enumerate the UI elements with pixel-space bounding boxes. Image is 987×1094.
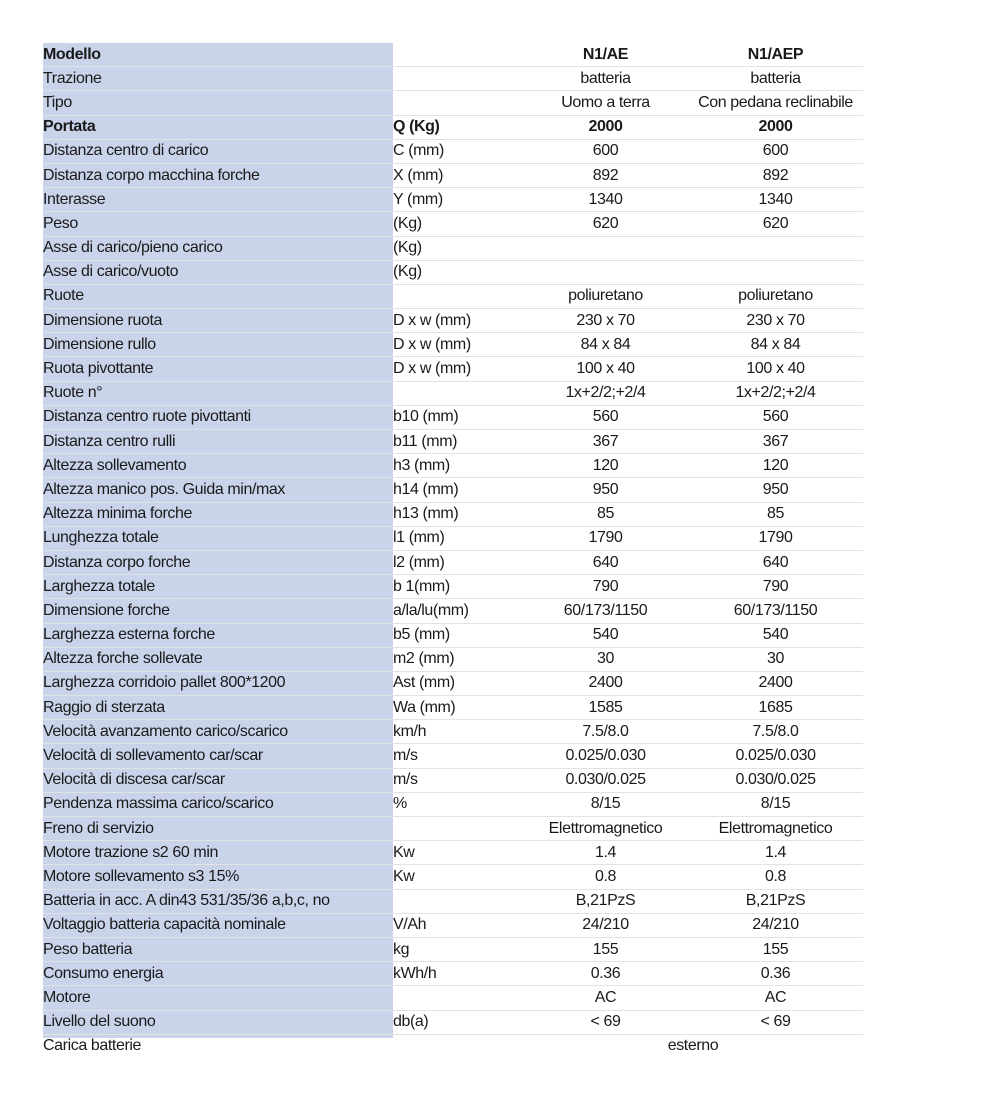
spec-value-n1-aep: 620: [688, 212, 863, 236]
spec-row: [43, 962, 863, 986]
spec-row: [43, 139, 863, 163]
spec-unit: l1 (mm): [393, 526, 523, 550]
spec-row: [43, 1034, 863, 1058]
spec-label: Dimensione rullo: [43, 333, 393, 357]
spec-unit: Q (Kg): [393, 115, 523, 139]
spec-value-n1-aep: 1790: [688, 526, 863, 550]
spec-unit: [393, 381, 523, 405]
spec-value-n1-ae: 600: [523, 139, 688, 163]
spec-value-n1-aep: [688, 260, 863, 284]
spec-label: Ruote n°: [43, 381, 393, 405]
spec-row: [43, 43, 863, 67]
spec-value-n1-aep: 640: [688, 550, 863, 574]
spec-value-n1-aep: 8/15: [688, 792, 863, 816]
spec-value-n1-ae: 8/15: [523, 792, 688, 816]
spec-unit: m/s: [393, 744, 523, 768]
spec-value-n1-aep: 1340: [688, 188, 863, 212]
spec-unit: V/Ah: [393, 913, 523, 937]
spec-value-n1-aep: 2000: [688, 115, 863, 139]
spec-value-n1-ae: 120: [523, 454, 688, 478]
spec-value-n1-aep: 24/210: [688, 913, 863, 937]
spec-label: Larghezza esterna forche: [43, 623, 393, 647]
spec-value-n1-ae: 540: [523, 623, 688, 647]
spec-value-n1-ae: 640: [523, 550, 688, 574]
spec-row: [43, 115, 863, 139]
spec-value-n1-aep: 0.8: [688, 865, 863, 889]
spec-value-n1-aep: poliuretano: [688, 284, 863, 308]
spec-label: Velocità avanzamento carico/scarico: [43, 720, 393, 744]
spec-value-n1-aep: 0.025/0.030: [688, 744, 863, 768]
spec-label: Modello: [43, 43, 393, 67]
spec-row: [43, 260, 863, 284]
spec-label: Consumo energia: [43, 962, 393, 986]
spec-value-n1-aep: AC: [688, 986, 863, 1010]
spec-label: Raggio di sterzata: [43, 696, 393, 720]
spec-value-n1-aep: N1/AEP: [688, 43, 863, 67]
spec-value-n1-aep: Elettromagnetico: [688, 817, 863, 841]
spec-row: [43, 381, 863, 405]
spec-row: [43, 91, 863, 115]
spec-label: Interasse: [43, 188, 393, 212]
spec-value-n1-ae: Uomo a terra: [523, 91, 688, 115]
spec-value-n1-aep: 30: [688, 647, 863, 671]
spec-value-n1-aep: < 69: [688, 1010, 863, 1034]
spec-value-n1-ae: 1.4: [523, 841, 688, 865]
spec-value-n1-ae: batteria: [523, 67, 688, 91]
spec-row: [43, 744, 863, 768]
spec-row: [43, 163, 863, 187]
spec-label: Motore: [43, 986, 393, 1010]
spec-value-n1-ae: [523, 236, 688, 260]
spec-row: [43, 913, 863, 937]
spec-unit: D x w (mm): [393, 333, 523, 357]
spec-value-n1-aep: 892: [688, 163, 863, 187]
spec-value-n1-aep: 1.4: [688, 841, 863, 865]
spec-value-n1-aep: 540: [688, 623, 863, 647]
spec-row: [43, 430, 863, 454]
spec-unit: h14 (mm): [393, 478, 523, 502]
spec-label: Larghezza corridoio pallet 800*1200: [43, 671, 393, 695]
spec-unit: (Kg): [393, 260, 523, 284]
spec-value-n1-aep: 120: [688, 454, 863, 478]
spec-value-shared: esterno: [667, 1037, 719, 1055]
spec-row: [43, 333, 863, 357]
spec-unit: b11 (mm): [393, 430, 523, 454]
spec-label: Voltaggio batteria capacità nominale: [43, 913, 393, 937]
spec-label: Tipo: [43, 91, 393, 115]
spec-label: Asse di carico/pieno carico: [43, 236, 393, 260]
spec-label: Altezza forche sollevate: [43, 647, 393, 671]
spec-row: [43, 188, 863, 212]
spec-row: [43, 526, 863, 550]
spec-value-n1-aep: 367: [688, 430, 863, 454]
spec-unit: Y (mm): [393, 188, 523, 212]
spec-unit: a/la/lu(mm): [393, 599, 523, 623]
spec-table-body: [43, 43, 863, 1058]
spec-value-n1-ae: 0.025/0.030: [523, 744, 688, 768]
spec-row: [43, 937, 863, 961]
spec-value-n1-ae: 1x+2/2;+2/4: [523, 381, 688, 405]
spec-row: [43, 647, 863, 671]
spec-row: [43, 1010, 863, 1034]
spec-label: Distanza centro ruote pivottanti: [43, 405, 393, 429]
spec-label: Distanza corpo macchina forche: [43, 163, 393, 187]
spec-label: Motore trazione s2 60 min: [43, 841, 393, 865]
spec-label: Lunghezza totale: [43, 526, 393, 550]
spec-label: Distanza corpo forche: [43, 550, 393, 574]
spec-value-n1-aep: 0.030/0.025: [688, 768, 863, 792]
spec-unit: Kw: [393, 865, 523, 889]
spec-label: Distanza centro rulli: [43, 430, 393, 454]
spec-row: [43, 309, 863, 333]
spec-value-n1-ae: N1/AE: [523, 43, 688, 67]
spec-label: Motore sollevamento s3 15%: [43, 865, 393, 889]
spec-row: [43, 212, 863, 236]
spec-label: Peso: [43, 212, 393, 236]
spec-unit: [393, 817, 523, 841]
spec-value-n1-ae: 367: [523, 430, 688, 454]
spec-value-n1-ae: 790: [523, 575, 688, 599]
spec-value-n1-ae: 100 x 40: [523, 357, 688, 381]
spec-unit: l2 (mm): [393, 550, 523, 574]
spec-unit: m2 (mm): [393, 647, 523, 671]
spec-value-n1-aep: 1x+2/2;+2/4: [688, 381, 863, 405]
spec-row: [43, 502, 863, 526]
spec-value-n1-ae: 230 x 70: [523, 309, 688, 333]
spec-label: Peso batteria: [43, 937, 393, 961]
spec-unit: D x w (mm): [393, 309, 523, 333]
spec-unit: Kw: [393, 841, 523, 865]
spec-label: Altezza manico pos. Guida min/max: [43, 478, 393, 502]
spec-label: Altezza sollevamento: [43, 454, 393, 478]
spec-value-n1-ae: 0.030/0.025: [523, 768, 688, 792]
spec-unit: [393, 91, 523, 115]
spec-row: [43, 67, 863, 91]
spec-value-n1-aep: 230 x 70: [688, 309, 863, 333]
spec-value-n1-ae: 1585: [523, 696, 688, 720]
spec-unit: [393, 889, 523, 913]
spec-value-n1-ae: 950: [523, 478, 688, 502]
spec-row: [43, 357, 863, 381]
spec-value-n1-ae: 620: [523, 212, 688, 236]
spec-row: [43, 599, 863, 623]
spec-value-n1-aep: batteria: [688, 67, 863, 91]
spec-label: Ruota pivottante: [43, 357, 393, 381]
spec-row: [43, 575, 863, 599]
spec-value-n1-aep: Con pedana reclinabile: [688, 91, 863, 115]
spec-value-n1-aep: 790: [688, 575, 863, 599]
spec-label: Trazione: [43, 67, 393, 91]
spec-row: [43, 720, 863, 744]
spec-unit: C (mm): [393, 139, 523, 163]
spec-unit: h3 (mm): [393, 454, 523, 478]
spec-label: Velocità di sollevamento car/scar: [43, 744, 393, 768]
spec-row: [43, 454, 863, 478]
spec-unit: (Kg): [393, 212, 523, 236]
spec-label: Altezza minima forche: [43, 502, 393, 526]
spec-unit: h13 (mm): [393, 502, 523, 526]
spec-row: [43, 550, 863, 574]
spec-unit: [393, 1034, 523, 1058]
spec-value-n1-ae: AC: [523, 986, 688, 1010]
spec-value-n1-ae: 560: [523, 405, 688, 429]
spec-value-n1-ae: 1340: [523, 188, 688, 212]
spec-unit: Ast (mm): [393, 671, 523, 695]
spec-value-n1-aep: 155: [688, 937, 863, 961]
spec-value-n1-ae: < 69: [523, 1010, 688, 1034]
spec-row: [43, 696, 863, 720]
spec-unit: [393, 986, 523, 1010]
spec-unit: b5 (mm): [393, 623, 523, 647]
spec-value-n1-aep: [688, 236, 863, 260]
spec-label: Asse di carico/vuoto: [43, 260, 393, 284]
spec-value-n1-ae: poliuretano: [523, 284, 688, 308]
spec-value-n1-aep: 100 x 40: [688, 357, 863, 381]
spec-value-n1-aep: 85: [688, 502, 863, 526]
spec-unit: db(a): [393, 1010, 523, 1034]
spec-label: Distanza centro di carico: [43, 139, 393, 163]
spec-row: [43, 986, 863, 1010]
spec-value-n1-ae: 24/210: [523, 913, 688, 937]
spec-unit: [393, 67, 523, 91]
spec-value-n1-ae: 0.8: [523, 865, 688, 889]
spec-row: [43, 889, 863, 913]
spec-label: Dimensione forche: [43, 599, 393, 623]
spec-row: [43, 841, 863, 865]
spec-label: Pendenza massima carico/scarico: [43, 792, 393, 816]
spec-value-n1-aep: 0.36: [688, 962, 863, 986]
spec-value-n1-ae: 60/173/1150: [523, 599, 688, 623]
spec-row: [43, 623, 863, 647]
spec-unit: b10 (mm): [393, 405, 523, 429]
spec-unit: kg: [393, 937, 523, 961]
spec-label: Freno di servizio: [43, 817, 393, 841]
spec-unit: kWh/h: [393, 962, 523, 986]
spec-value-n1-aep: 1685: [688, 696, 863, 720]
spec-value-n1-ae: 2000: [523, 115, 688, 139]
spec-sheet: [43, 43, 863, 1058]
spec-value-n1-ae: 2400: [523, 671, 688, 695]
spec-value-n1-aep: 950: [688, 478, 863, 502]
spec-row: [43, 478, 863, 502]
spec-value-n1-ae: 85: [523, 502, 688, 526]
spec-value-n1-aep: 600: [688, 139, 863, 163]
spec-value-n1-ae: 30: [523, 647, 688, 671]
spec-unit: %: [393, 792, 523, 816]
spec-value-n1-aep: 60/173/1150: [688, 599, 863, 623]
spec-value-n1-ae: 0.36: [523, 962, 688, 986]
spec-unit: X (mm): [393, 163, 523, 187]
spec-unit: b 1(mm): [393, 575, 523, 599]
spec-row: [43, 671, 863, 695]
spec-value-n1-ae: [523, 260, 688, 284]
spec-unit: Wa (mm): [393, 696, 523, 720]
spec-value-n1-ae: 7.5/8.0: [523, 720, 688, 744]
spec-label: Larghezza totale: [43, 575, 393, 599]
spec-unit: (Kg): [393, 236, 523, 260]
spec-unit: [393, 284, 523, 308]
spec-value-n1-aep: 2400: [688, 671, 863, 695]
spec-unit: m/s: [393, 768, 523, 792]
spec-row: [43, 284, 863, 308]
spec-label: Dimensione ruota: [43, 309, 393, 333]
spec-row: [43, 792, 863, 816]
spec-value-n1-ae: 155: [523, 937, 688, 961]
spec-value-n1-ae: 892: [523, 163, 688, 187]
spec-row: [43, 236, 863, 260]
spec-value-n1-ae: 84 x 84: [523, 333, 688, 357]
spec-row: [43, 768, 863, 792]
spec-value-n1-ae: 1790: [523, 526, 688, 550]
spec-unit: km/h: [393, 720, 523, 744]
spec-label: Ruote: [43, 284, 393, 308]
spec-value-n1-aep: 560: [688, 405, 863, 429]
spec-unit: D x w (mm): [393, 357, 523, 381]
spec-value-n1-ae: Elettromagnetico: [523, 817, 688, 841]
spec-row: [43, 405, 863, 429]
spec-value-n1-aep: B,21PzS: [688, 889, 863, 913]
spec-label: Livello del suono: [43, 1010, 393, 1034]
spec-value-n1-ae: B,21PzS: [523, 889, 688, 913]
spec-label: Carica batterie: [43, 1037, 142, 1055]
spec-value-n1-aep: 7.5/8.0: [688, 720, 863, 744]
spec-label: Velocità di discesa car/scar: [43, 768, 393, 792]
spec-unit: [393, 43, 523, 67]
spec-label: Portata: [43, 115, 393, 139]
spec-label: Batteria in acc. A din43 531/35/36 a,b,c, no: [43, 889, 393, 913]
spec-row: [43, 817, 863, 841]
spec-row: [43, 865, 863, 889]
spec-value-n1-aep: 84 x 84: [688, 333, 863, 357]
spec-table: [43, 43, 863, 1058]
